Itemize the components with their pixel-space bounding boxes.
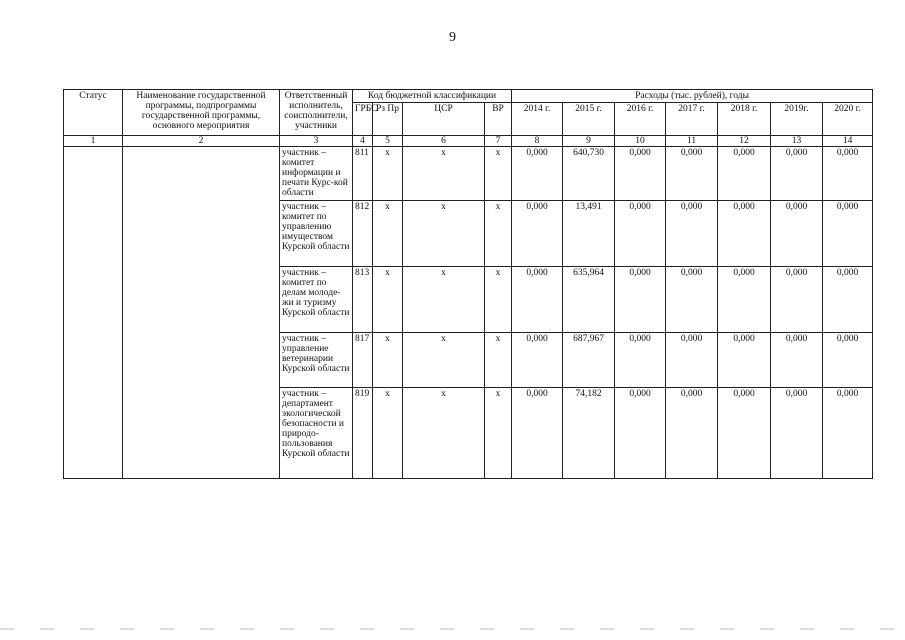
scan-artifact-line: [0, 628, 905, 630]
value-cell: 0,000: [615, 333, 666, 388]
responsible-cell: участник – комитет по управлению имуществом Курской области: [280, 201, 353, 267]
value-cell: 0,000: [718, 333, 771, 388]
value-cell: 0,000: [512, 267, 563, 333]
header-budget-code: Код бюджетной классификации: [353, 90, 512, 103]
value-cell: 0,000: [718, 201, 771, 267]
rzpr-cell: х: [373, 147, 403, 201]
vr-cell: х: [485, 201, 512, 267]
program-name-cell: [123, 147, 280, 479]
header-year: 2019г.: [771, 103, 823, 136]
column-number: 12: [718, 136, 771, 147]
value-cell: 0,000: [615, 201, 666, 267]
column-number: 6: [403, 136, 485, 147]
value-cell: 0,000: [771, 388, 823, 479]
column-number: 10: [615, 136, 666, 147]
table-row: [64, 147, 873, 201]
grbs-cell: 813: [353, 267, 373, 333]
rzpr-cell: х: [373, 388, 403, 479]
header-year: 2015 г.: [563, 103, 615, 136]
value-cell: 0,000: [666, 333, 718, 388]
responsible-cell: участник – департамент экологической безопасности и природо-пользования Курской области: [280, 388, 353, 479]
rzpr-cell: х: [373, 201, 403, 267]
csr-cell: х: [403, 388, 485, 479]
column-number-row: [64, 136, 873, 147]
header-year: 2014 г.: [512, 103, 563, 136]
header-code-grbs: ГРБС: [353, 103, 373, 136]
budget-table: [63, 89, 873, 479]
value-cell: 0,000: [615, 388, 666, 479]
value-cell: 74,182: [563, 388, 615, 479]
page-number: 9: [449, 30, 456, 45]
column-number: 3: [280, 136, 353, 147]
value-cell: 0,000: [823, 333, 873, 388]
value-cell: 635,964: [563, 267, 615, 333]
responsible-cell: участник – управление ветеринарии Курской области: [280, 333, 353, 388]
value-cell: 0,000: [771, 201, 823, 267]
value-cell: 687,967: [563, 333, 615, 388]
csr-cell: х: [403, 201, 485, 267]
value-cell: 0,000: [615, 147, 666, 201]
csr-cell: х: [403, 267, 485, 333]
header-year: 2020 г.: [823, 103, 873, 136]
value-cell: 0,000: [718, 267, 771, 333]
column-number: 9: [563, 136, 615, 147]
column-number: 7: [485, 136, 512, 147]
column-number: 8: [512, 136, 563, 147]
value-cell: 0,000: [823, 388, 873, 479]
value-cell: 0,000: [666, 388, 718, 479]
column-number: 2: [123, 136, 280, 147]
value-cell: 0,000: [771, 147, 823, 201]
value-cell: 0,000: [823, 267, 873, 333]
column-number: 11: [666, 136, 718, 147]
column-number: 5: [373, 136, 403, 147]
value-cell: 0,000: [615, 267, 666, 333]
grbs-cell: 811: [353, 147, 373, 201]
header-code-vr: ВР: [485, 103, 512, 136]
header-code-csr: ЦСР: [403, 103, 485, 136]
value-cell: 0,000: [512, 333, 563, 388]
responsible-cell: участник – комитет информации и печати Курс-кой области: [280, 147, 353, 201]
csr-cell: х: [403, 147, 485, 201]
rzpr-cell: х: [373, 333, 403, 388]
grbs-cell: 819: [353, 388, 373, 479]
header-expenses: Расходы (тыс. рублей), годы: [512, 90, 873, 103]
column-number: 1: [64, 136, 123, 147]
header-name: Наименование государственной программы, подпрограммы государственной программы, основного мероприятия: [123, 90, 280, 136]
grbs-cell: 817: [353, 333, 373, 388]
table-header: [64, 90, 873, 136]
header-status: Статус: [64, 90, 123, 136]
value-cell: 0,000: [823, 147, 873, 201]
value-cell: 0,000: [771, 333, 823, 388]
responsible-cell: участник – комитет по делам молоде-жи и туризму Курской области: [280, 267, 353, 333]
value-cell: 0,000: [718, 388, 771, 479]
rzpr-cell: х: [373, 267, 403, 333]
header-year: 2016 г.: [615, 103, 666, 136]
value-cell: 0,000: [666, 201, 718, 267]
vr-cell: х: [485, 147, 512, 201]
value-cell: 13,491: [563, 201, 615, 267]
header-code-rzpr: Рз Пр: [373, 103, 403, 136]
value-cell: 640,730: [563, 147, 615, 201]
vr-cell: х: [485, 333, 512, 388]
value-cell: 0,000: [512, 201, 563, 267]
value-cell: 0,000: [512, 388, 563, 479]
vr-cell: х: [485, 388, 512, 479]
value-cell: 0,000: [666, 267, 718, 333]
value-cell: 0,000: [666, 147, 718, 201]
value-cell: 0,000: [718, 147, 771, 201]
vr-cell: х: [485, 267, 512, 333]
header-year: 2018 г.: [718, 103, 771, 136]
header-year: 2017 г.: [666, 103, 718, 136]
column-number: 13: [771, 136, 823, 147]
status-cell: [64, 147, 123, 479]
value-cell: 0,000: [771, 267, 823, 333]
column-number: 4: [353, 136, 373, 147]
column-number: 14: [823, 136, 873, 147]
header-responsible: Ответственный исполнитель, соисполнители, участники: [280, 90, 353, 136]
grbs-cell: 812: [353, 201, 373, 267]
value-cell: 0,000: [823, 201, 873, 267]
value-cell: 0,000: [512, 147, 563, 201]
csr-cell: х: [403, 333, 485, 388]
